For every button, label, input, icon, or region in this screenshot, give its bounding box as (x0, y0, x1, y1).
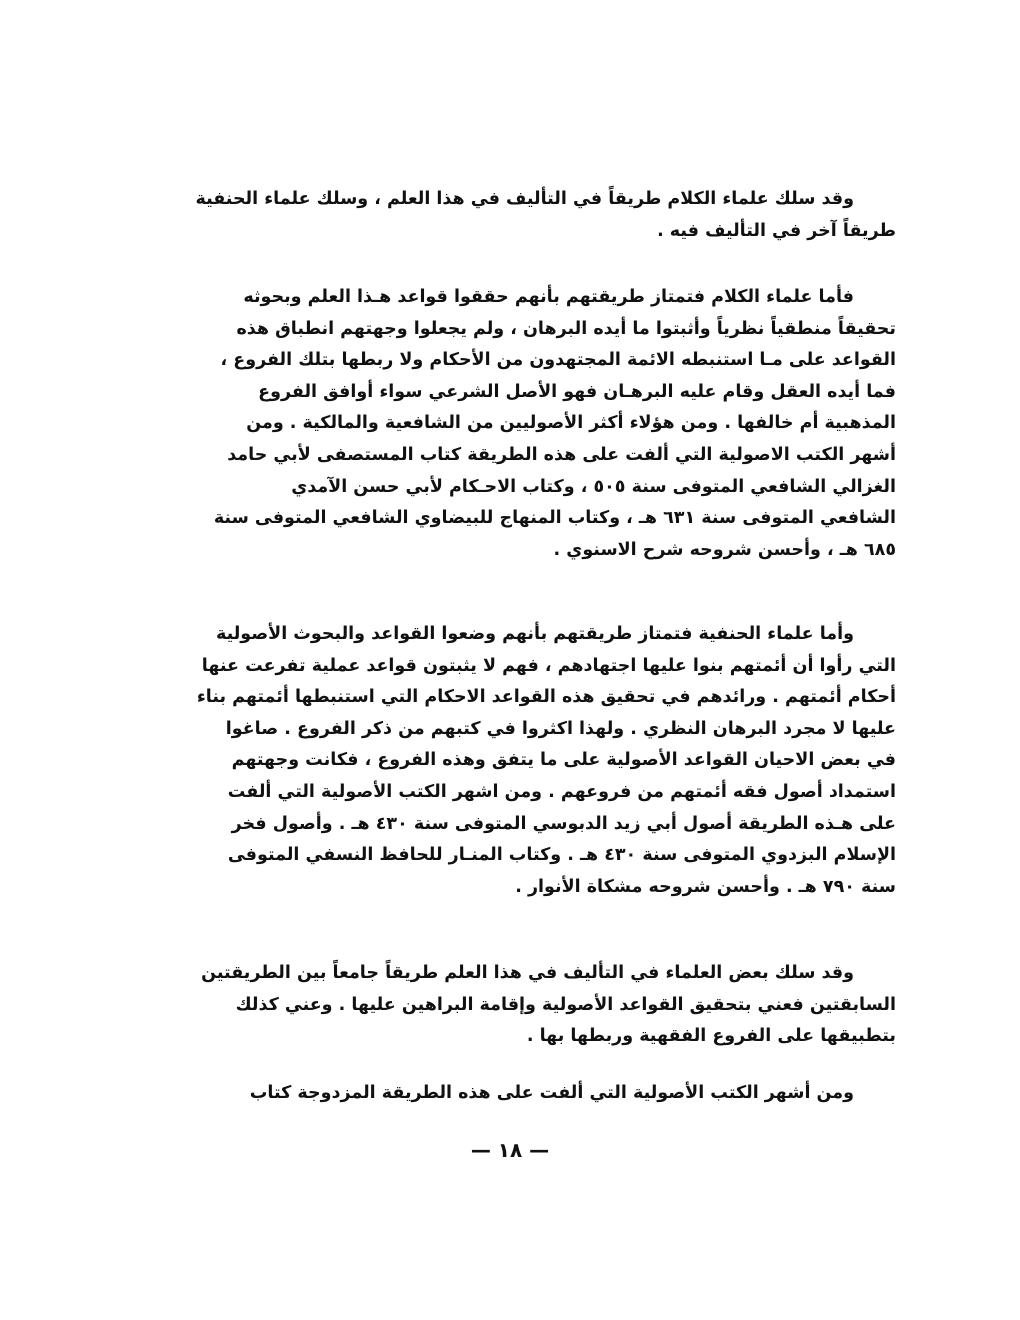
text-line: القواعد على مـا استنبطه الائمة المجتهدون من الأحكام ولا ربطها بتلك الفروع ، (220, 350, 896, 371)
text-line: أحكام أئمتهم . ورائدهم في تحقيق هذه القواعد الاحكام التي استنبطها أئمتهم بناء (196, 687, 896, 708)
text-line: التي رأوا أن أئمتهم بنوا عليها اجتهادهم ، فهم لا يثبتون قواعد عملية تفرعت عنها (201, 655, 896, 676)
text-line: تحقيقاً منطقياً نظرياً وأثبتوا ما أيده البرهان ، ولم يجعلوا وجهتهم انطباق هذه (236, 318, 896, 339)
text-line: الإسلام البزدوي المتوفى سنة ٤٣٠ هـ . وكتاب المنـار للحافظ النسفي المتوفى (227, 845, 896, 866)
text-line: الشافعي المتوفى سنة ٦٣١ هـ ، وكتاب المنهاج للبيضاوي الشافعي المتوفى سنة (213, 508, 896, 529)
text-line: المذهبية أم خالفها . ومن هؤلاء أكثر الأصوليين من الشافعية والمالكية . ومن (246, 413, 896, 434)
text-line: على هـذه الطريقة أصول أبي زيد الدبوسي المتوفى سنة ٤٣٠ هـ . وأصول فخر (231, 813, 896, 834)
text-line: ومن أشهر الكتب الأصولية التي ألفت على هذه الطريقة المزدوجة كتاب (249, 1083, 854, 1103)
text-line: وأما علماء الحنفية فتمتاز طريقتهم بأنهم وضعوا القواعد والبحوث الأصولية (215, 624, 854, 644)
paragraph-combined-books (178, 1078, 896, 1110)
text-line: وقد سلك بعض العلماء في التأليف في هذا العلم طريقاً جامعاً بين الطريقتين (201, 963, 854, 983)
text-line: فما أيده العقل وقام عليه البرهـان فهو الأصل الشرعي سواء أوافق الفروع (258, 381, 896, 402)
page-number: — ١٨ — (470, 1138, 550, 1162)
text-line: استمداد أصول فقه أئمتهم من فروعهم . ومن اشهر الكتب الأصولية التي ألفت (227, 781, 896, 802)
paragraph-theologians-vs-hanafi (178, 184, 896, 247)
text-line: وقد سلك علماء الكلام طريقاً في التأليف في هذا العلم ، وسلك علماء الحنفية (195, 189, 854, 209)
text-line: سنة ٧٩٠ هـ . وأحسن شروحه مشكاة الأنوار . (515, 876, 896, 897)
text-line: بتطبيقها على الفروع الفقهية وربطها بها . (526, 1026, 896, 1047)
paragraph-theologians-method (178, 282, 896, 566)
text-line: فأما علماء الكلام فتمتاز طريقتهم بأنهم حققوا قواعد هـذا العلم وبحوثه (243, 287, 854, 307)
text-line: الغزالي الشافعي المتوفى سنة ٥٠٥ ، وكتاب الاحـكام لأبي حسن الآمدي (291, 476, 896, 497)
text-line: أشهر الكتب الاصولية التي ألفت على هذه الطريقة كتاب المستصفى لأبي حامد (227, 444, 896, 465)
text-line: طريقاً آخر في التأليف فيه . (657, 220, 896, 241)
paragraph-hanafi-method (178, 619, 896, 903)
paragraph-combined-method (178, 958, 896, 1053)
text-line: في بعض الاحيان القواعد الأصولية على ما يتفق وهذه الفروع ، فكانت وجهتهم (231, 750, 896, 771)
text-line: السابقتين فعني بتحقيق القواعد الأصولية وإقامة البراهين عليها . وعني كذلك (235, 994, 896, 1015)
text-line: ٦٨٥ هـ ، وأحسن شروحه شرح الاسنوي . (553, 539, 896, 560)
text-line: عليها لا مجرد البرهان النظري . ولهذا اكثروا في كتبهم من ذكر الفروع . صاغوا (225, 718, 896, 739)
